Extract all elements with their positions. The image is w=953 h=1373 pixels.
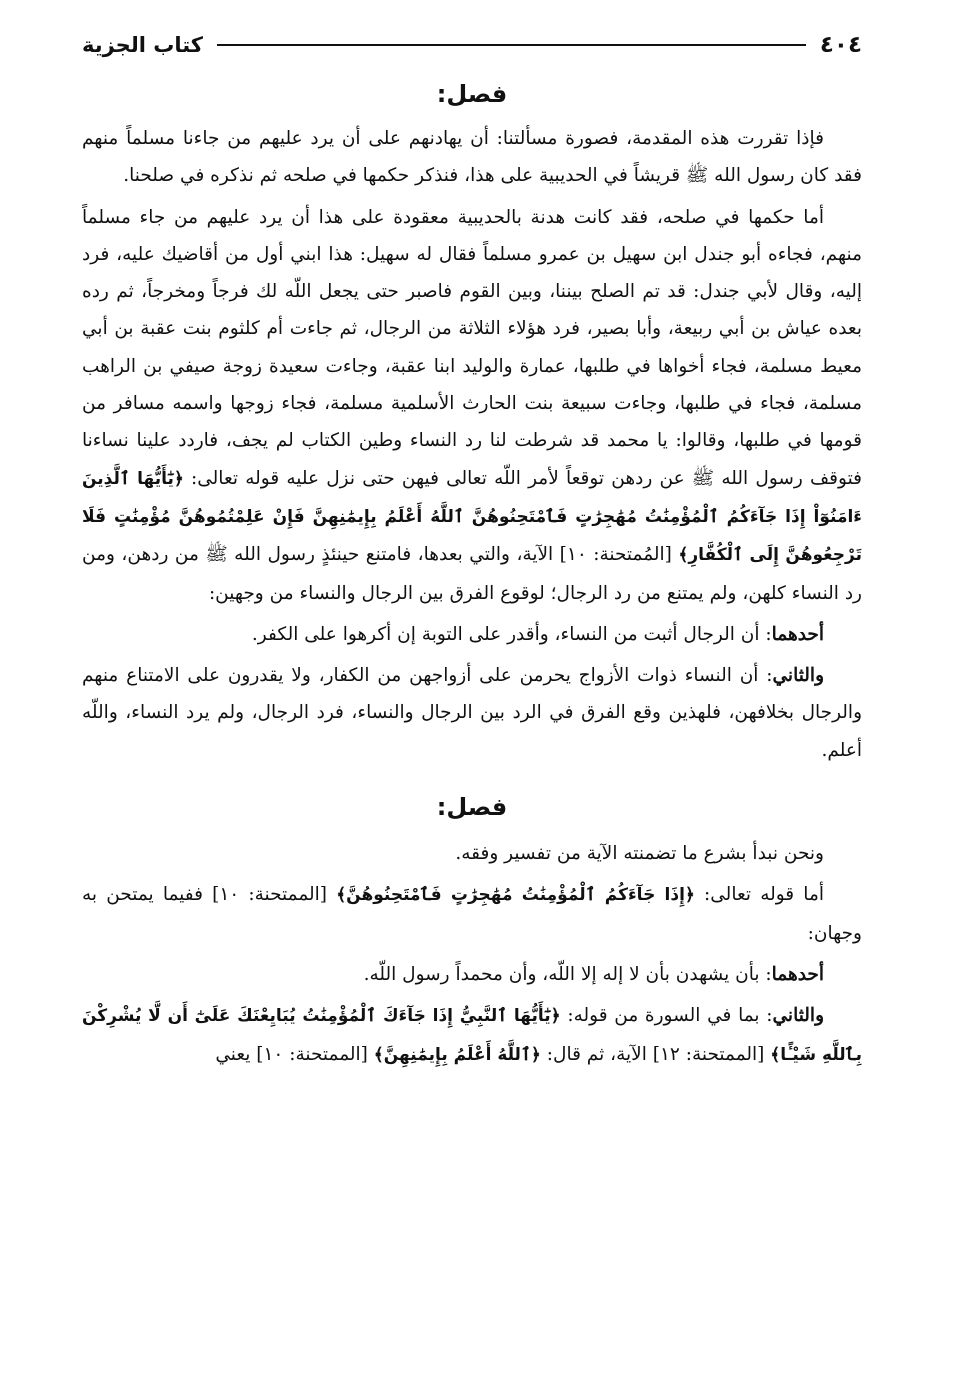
page-number: ٤٠٤	[819, 32, 862, 58]
point-text: [الممتحنة: ١٠] يعني	[215, 1043, 368, 1065]
paragraph	[82, 199, 862, 612]
paragraph	[82, 876, 862, 952]
quran-verse: ﴿إِذَا جَآءَكُمُ ٱلْمُؤْمِنَٰتُ مُهَٰجِرَٰتٍ فَٱمْتَحِنُوهُنَّ﴾	[336, 885, 695, 906]
section-heading: فصل:	[436, 80, 508, 108]
point-term: أحدهما	[771, 623, 824, 645]
book-title: كتاب الجزية	[82, 33, 203, 57]
point-second	[82, 657, 862, 769]
quran-verse: ﴿ٱللَّهُ أَعْلَمُ بِإِيمَٰنِهِنَّ﴾	[373, 1044, 541, 1065]
paragraph-text: ونحن نبدأ بشرع ما تضمنته الآية من تفسير وفقه.	[455, 843, 824, 865]
point-first	[82, 956, 862, 993]
point-term: والثاني	[772, 665, 824, 687]
point-text: : بما في السورة من قوله:	[567, 1005, 773, 1027]
point-text: : أن النساء ذوات الأزواج يحرمن على أزواجهن من الكفار، ولا يقدرون على الامتناع منهم والرجال بخلافهن، فلهذين وقع الفرق في الرد بين الرجال والنساء، فرد الرجال، ولم يرد النساء، واللّه أعلم.	[82, 665, 862, 761]
paragraph-text: فإذا تقررت هذه المقدمة، فصورة مسألتنا: أن يهادنهم على أن يرد عليهم من جاءنا مسلماً منهم فقد كان رسول الله ﷺ قريشاً في الحديبية على هذا، فنذكر حكمها في صلحه ثم نذكره في صلحنا.	[82, 128, 862, 187]
point-text: : بأن يشهدن بأن لا إله إلا اللّه، وأن محمداً رسول اللّه.	[363, 963, 772, 985]
paragraph	[82, 120, 862, 195]
book-page	[82, 28, 862, 1074]
section-heading: فصل:	[436, 793, 508, 822]
quran-verse: ﴿يَٰٓأَيُّهَا ٱلنَّبِيُّ إِذَا جَآءَكَ ٱلْمُؤْمِنَٰتُ يُبَايِعْنَكَ عَلَىٰٓ أَن لَّا يُشْرِكْنَ بِٱللَّهِ شَيْـًٔا﴾	[82, 1006, 862, 1065]
paragraph-text: [الممتحنة: ١٠] ففيما يمتحن به وجهان:	[82, 884, 862, 944]
point-text: [الممتحنة: ١٢] الآية، ثم قال:	[546, 1043, 765, 1065]
point-term: والثاني	[772, 1005, 824, 1027]
quran-verse: ﴿يَٰٓأَيُّهَا ٱلَّذِينَ ءَامَنُوٓاْ إِذَا جَآءَكُمُ ٱلْمُؤْمِنَٰتُ مُهَٰجِرَٰتٍ فَٱمْتَحِنُوهُنَّ ٱللَّهُ أَعْلَمُ بِإِيمَٰنِهِنَّ فَإِنْ عَلِمْتُمُوهُنَّ مُؤْمِنَٰتٍ فَلَا تَرْجِعُوهُنَّ إِلَى ٱلْكُفَّارِ﴾	[82, 468, 862, 566]
header-rule	[217, 44, 806, 46]
paragraph-text: أما حكمها في صلحه، فقد كانت هدنة بالحديبية معقودة على هذا أن يرد عليهم من جاء مسلماً منهم، فجاءه أبو جندل ابن سهيل بن عمرو مسلماً فقال له سهيل: هذا ابني أول من أقاضيك عليه، فرد إليه، وقال لأبي جندل: قد تم الصلح بيننا، وبين القوم فاصبر حتى يجعل اللّه لك فرجاً ومخرجاً، ثم رده بعده عياش بن أبي ربيعة، وأبا بصير، فرد هؤلاء الثلاثة من الرجال، ثم جاءت أم كلثوم بنت عقبة بن أبي معيط مسلمة، فجاء أخواها في طلبها، عمارة والوليد ابنا عقبة، وجاءت سعيدة زوجة صيفي بن الراهب مسلمة، فجاء في طلبها، وجاءت سبيعة بنت الحارث الأسلمية مسلمة، فجاء زوجها واسمه مسافر من قومها في طلبها، وقالوا: يا محمد قد شرطت لنا رد النساء وطين الكتاب لم يجف، فاردد علينا نساءنا فتوقف رسول الله ﷺ عن ردهن توقعاً لأمر اللّه تعالى فيهن حتى نزل عليه قوله تعالى:	[82, 206, 862, 489]
point-term: أحدهما	[771, 963, 824, 985]
paragraph	[82, 835, 862, 872]
paragraph-text: أما قوله تعالى:	[704, 884, 824, 906]
paragraph-text: [المُمتحنة: ١٠] الآية، والتي بعدها، فامتنع حينئذٍ رسول الله ﷺ من ردهن، ومن رد النساء كلهن، ولم يمتنع من رد الرجال؛ لوقوع الفرق بين الرجال والنساء من وجهين:	[82, 544, 862, 604]
point-text: : أن الرجال أثبت من النساء، وأقدر على التوبة إن أكرهوا على الكفر.	[251, 623, 772, 645]
point-first	[82, 616, 862, 653]
running-header	[82, 28, 862, 62]
point-second	[82, 997, 862, 1074]
